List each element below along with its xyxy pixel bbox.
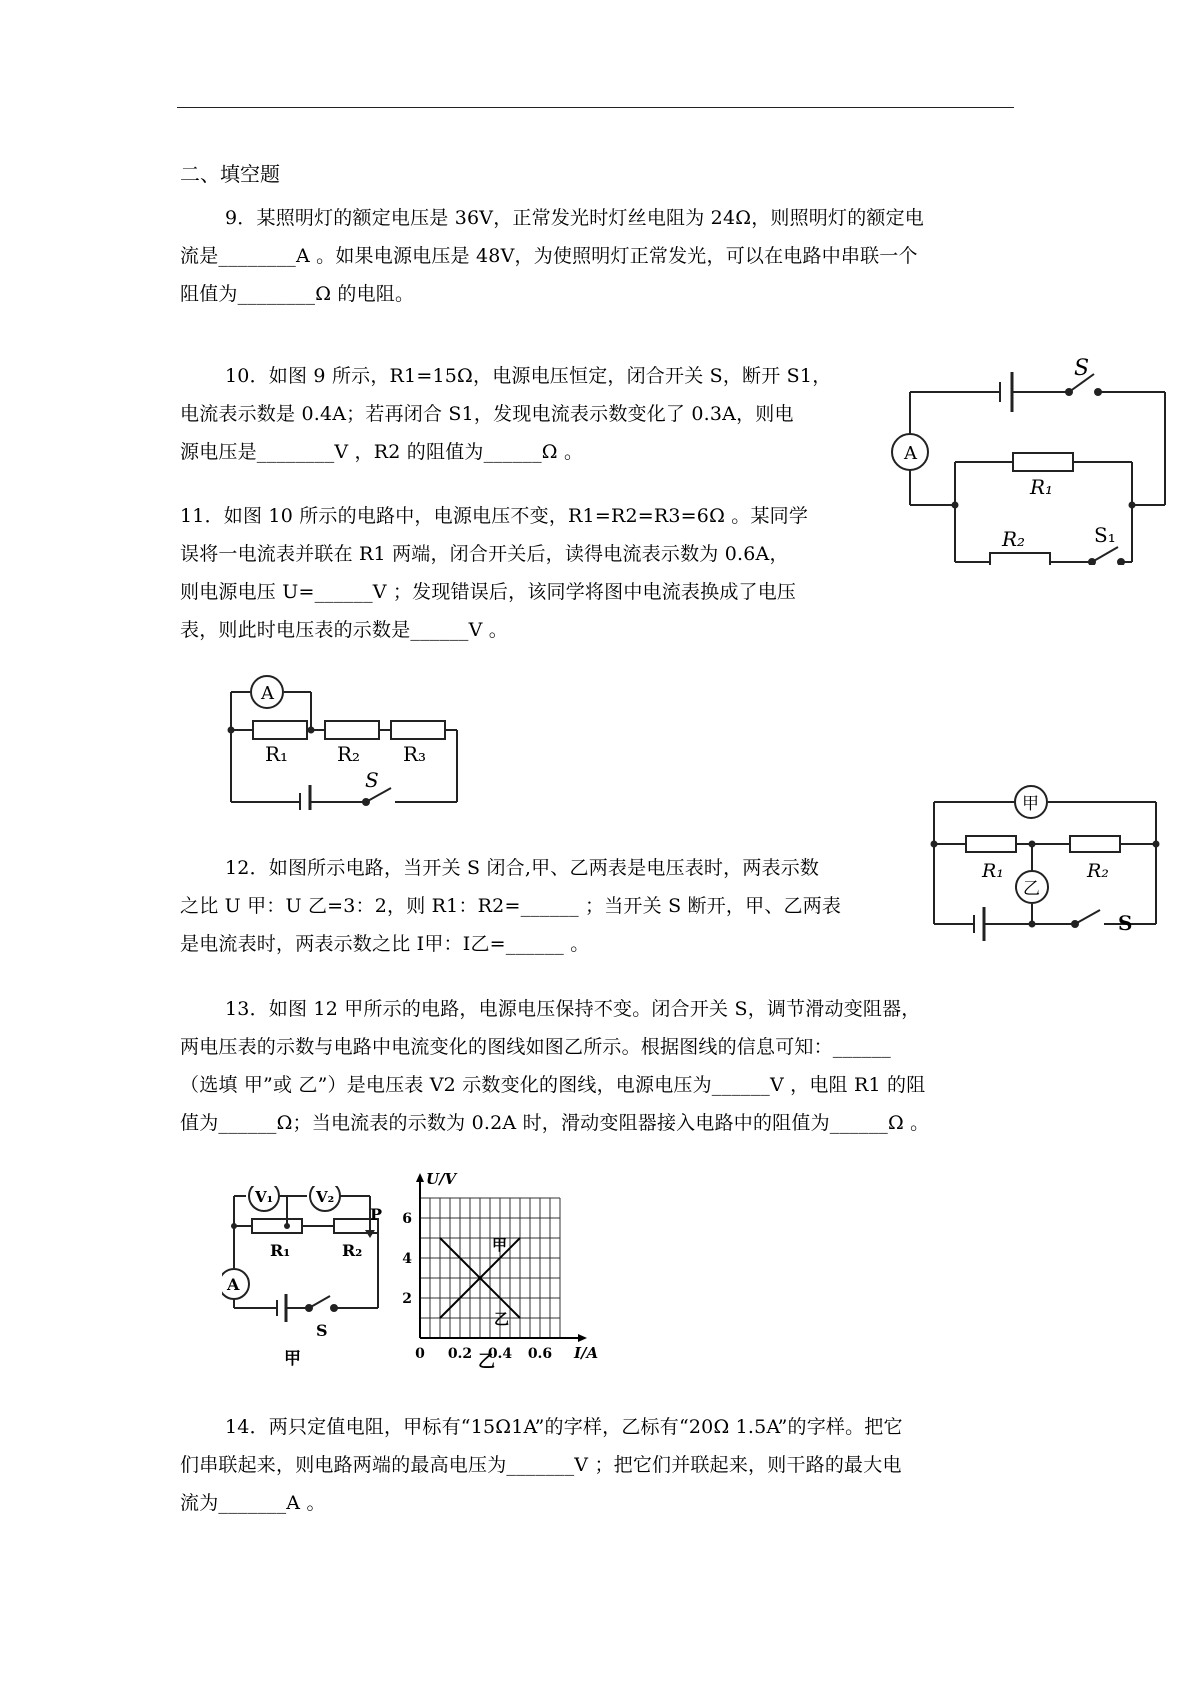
series-label: 乙 bbox=[494, 1310, 510, 1328]
y-axis-arrow bbox=[416, 1173, 424, 1182]
y-tick-label: 6 bbox=[402, 1211, 412, 1227]
resistor-r2-label: R₂ bbox=[1087, 860, 1109, 882]
switch-s-label: S bbox=[1118, 911, 1133, 935]
x-tick-label: 0 bbox=[415, 1346, 425, 1362]
question-14-line: 们串联起来，则电路两端的最高电压为_______V ；把它们并联起来，则干路的最大电 bbox=[180, 1454, 902, 1476]
question-9-line: 阻值为________Ω 的电阻。 bbox=[180, 283, 415, 305]
section-title: 二、填空题 bbox=[180, 162, 280, 186]
x-tick-label: 0.6 bbox=[527, 1346, 553, 1362]
question-10-line: 电流表示数是 0.4A；若再闭合 S1，发现电流表示数变化了 0.3A，则电 bbox=[180, 403, 794, 425]
question-14-line: 14．两只定值电阻，甲标有“15Ω1A”的字样，乙标有“20Ω 1.5A”的字样。把它 bbox=[225, 1416, 903, 1438]
question-9-line: 流是________A 。如果电源电压是 48V，为使照明灯正常发光，可以在电路中串联一个 bbox=[180, 245, 918, 267]
voltmeter-v2-label: V₂ bbox=[316, 1188, 335, 1206]
meter-jia-label: 甲 bbox=[1022, 794, 1039, 814]
figure-caption-jia: 甲 bbox=[284, 1349, 301, 1366]
question-13-line: （选填 甲”或 乙”）是电压表 V2 示数变化的图线，电源电压为______V ，电阻 R1 的阻 bbox=[180, 1074, 926, 1096]
question-11-line: 则电源电压 U=______V ；发现错误后，该同学将图中电流表换成了电压 bbox=[180, 581, 797, 603]
y-axis-label: U/V bbox=[426, 1170, 457, 1188]
question-11-line: 11．如图 10 所示的电路中，电源电压不变，R1=R2=R3=6Ω 。某同学 bbox=[180, 505, 809, 527]
resistor-r1-label: R₁ bbox=[1030, 475, 1054, 499]
ammeter-label: A bbox=[261, 683, 274, 704]
question-9-line: 9．某照明灯的额定电压是 36V，正常发光时灯丝电阻为 24Ω，则照明灯的额定电 bbox=[225, 207, 924, 229]
resistor-r2-label: R₂ bbox=[1002, 527, 1026, 551]
ammeter-label: A bbox=[904, 443, 917, 464]
switch-s-label: S bbox=[316, 1321, 328, 1340]
question-13 bbox=[180, 990, 929, 1142]
question-12-line: 12．如图所示电路，当开关 S 闭合,甲、乙两表是电压表时，两表示数 bbox=[225, 857, 820, 879]
y-tick-label: 4 bbox=[402, 1251, 412, 1267]
switch-s1-label: S₁ bbox=[1094, 523, 1116, 547]
circuit-figure-9 bbox=[880, 350, 1180, 565]
question-11-line: 表，则此时电压表的示数是______V 。 bbox=[180, 619, 508, 641]
circuit-figure-10 bbox=[225, 672, 465, 810]
slider-p-label: P bbox=[370, 1205, 383, 1224]
resistor-r3-label: R₃ bbox=[403, 742, 427, 766]
question-12 bbox=[180, 849, 841, 963]
ammeter-label: A bbox=[227, 1275, 240, 1294]
question-11-line: 误将一电流表并联在 R1 两端，闭合开关后，读得电流表示数为 0.6A， bbox=[180, 543, 789, 565]
question-10 bbox=[180, 357, 831, 471]
resistor-r1-label: R₁ bbox=[270, 1241, 291, 1260]
resistor-r2-label: R₂ bbox=[342, 1241, 363, 1260]
question-13-line: 13．如图 12 甲所示的电路，电源电压保持不变。闭合开关 S，调节滑动变阻器， bbox=[225, 998, 921, 1020]
question-10-line: 10．如图 9 所示，R1=15Ω，电源电压恒定，闭合开关 S，断开 S1， bbox=[225, 365, 832, 387]
chart-figure-12-yi bbox=[398, 1170, 608, 1370]
resistor-r1-label: R₁ bbox=[982, 860, 1004, 882]
question-12-line: 是电流表时，两表示数之比 I甲：I乙=______ 。 bbox=[180, 933, 590, 955]
resistor-r1-label: R₁ bbox=[265, 742, 289, 766]
switch-s-label: S bbox=[365, 768, 379, 792]
x-tick-label: 0.2 bbox=[447, 1346, 473, 1362]
question-13-line: 两电压表的示数与电路中电流变化的图线如图乙所示。根据图线的信息可知：______ bbox=[180, 1036, 892, 1058]
question-13-line: 值为______Ω；当电流表的示数为 0.2A 时，滑动变阻器接入电路中的阻值为______Ω 。 bbox=[180, 1112, 930, 1134]
y-tick-label: 2 bbox=[402, 1291, 412, 1307]
figure-caption-yi: 乙 bbox=[478, 1352, 495, 1370]
voltmeter-v1-label: V₁ bbox=[255, 1188, 274, 1206]
resistor-r2-label: R₂ bbox=[337, 742, 361, 766]
question-9 bbox=[180, 199, 924, 313]
x-axis-arrow bbox=[578, 1334, 587, 1342]
question-11 bbox=[180, 497, 808, 649]
question-10-line: 源电压是________V ，R2 的阻值为______Ω 。 bbox=[180, 441, 584, 463]
x-tick-label: 0.4 bbox=[487, 1346, 513, 1362]
series-label: 甲 bbox=[492, 1236, 508, 1254]
switch-s-label: S bbox=[1074, 356, 1090, 381]
question-12-line: 之比 U 甲：U 乙=3：2，则 R1：R2=______ ；当开关 S 断开，甲、乙两表 bbox=[180, 895, 842, 917]
circuit-figure-11 bbox=[920, 782, 1175, 942]
x-axis-label: I/A bbox=[574, 1344, 599, 1362]
circuit-figure-12-jia bbox=[222, 1186, 392, 1366]
meter-yi-label: 乙 bbox=[1023, 879, 1040, 899]
question-14 bbox=[180, 1408, 903, 1522]
header-rule bbox=[177, 107, 1014, 108]
question-14-line: 流为_______A 。 bbox=[180, 1492, 326, 1514]
